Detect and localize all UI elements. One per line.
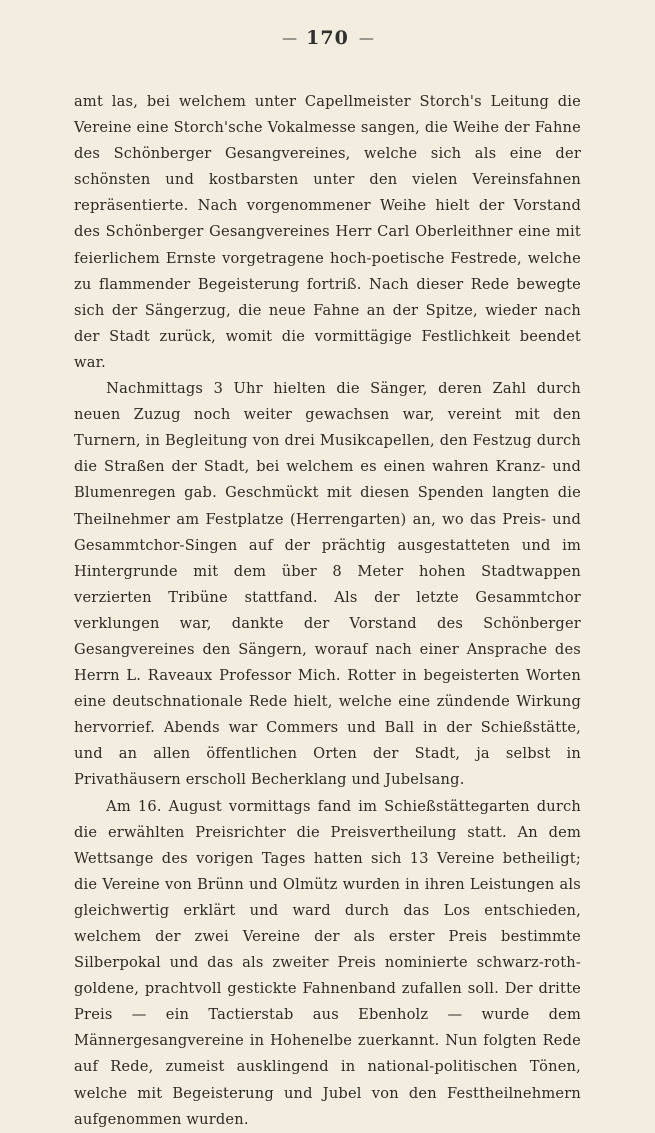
paragraph-2: Nachmittags 3 Uhr hielten die Sänger, deren Zahl durch neuen Zuzug noch weiter gewachsen war, vereint mit den Turnern, in Begleitung von drei Musikcapellen, den Festzug durch die Straßen der Stadt, bei welchem es einen wahren Kranz- und Blumenregen gab. Geschmückt mit diesen Spenden langten die Theilnehmer am Festplatze (Herrengarten) an, wo das Preis- und Gesammtchor-Singen auf der prächtig ausgestatteten und im Hintergrunde mit dem über 8 Meter hohen Stadtwappen verzierten Tribüne stattfand. Als der letzte Gesammtchor verklungen war, dankte der Vorstand des Schönberger Gesangvereines den Sängern, worauf nach einer Ansprache des Herrn L. Raveaux Professor Mich. Rotter in begeisterten Worten eine deutschnationale Rede hielt, welche eine zündende Wirkung hervorrief. Abends war Commers und Ball in der Schießstätte, und an allen öffentlichen Orten der Stadt, ja selbst in Privathäusern erscholl Becherklang und Jubelsang.: [74, 380, 581, 789]
page-number: 170: [306, 27, 349, 49]
body-text: [74, 89, 581, 1133]
paragraph-1: amt las, bei welchem unter Capellmeister Storch's Leitung die Vereine eine Storch'sche Vokalmesse sangen, die Weihe der Fahne des Schönberger Gesangvereines, welche sich als eine der schönsten und kostbarsten unter den vielen Vereinsfahnen repräsentierte. Nach vorgenommener Weihe hielt der Vorstand des Schönberger Gesangvereines Herr Carl Oberleithner eine mit feierlichem Ernste vorgetragene hoch-poetische Festrede, welche zu flammender Begeisterung fortriß. Nach dieser Rede bewegte sich der Sängerzug, die neue Fahne an der Spitze, wieder nach der Stadt zurück, womit die vormittägige Festlichkeit beendet war.: [74, 93, 581, 371]
document-page: [0, 26, 655, 1128]
page-header: [0, 26, 655, 49]
header-rule-right: —: [358, 29, 373, 47]
paragraph-3: Am 16. August vormittags fand im Schießstättegarten durch die erwählten Preisrichter die Preisvertheilung statt. An dem Wettsange des vorigen Tages hatten sich 13 Vereine betheiligt; die Vereine von Brünn und Olmütz wurden in ihren Leistungen als gleichwertig erklärt und ward durch das Los entschieden, welchem der zwei Vereine der als erster Preis bestimmte Silberpokal und das als zweiter Preis nominierte schwarz-roth-goldene, prachtvoll gestickte Fahnenband zufallen soll. Der dritte Preis — ein Tactierstab aus Ebenholz — wurde dem Männergesangvereine in Hohenelbe zuerkannt. Nun folgten Rede auf Rede, zumeist ausklingend in national-politischen Tönen, welche mit Begeisterung und Jubel von den Festtheilnehmern aufgenommen wurden.: [74, 797, 581, 1128]
header-rule-left: —: [282, 29, 297, 47]
